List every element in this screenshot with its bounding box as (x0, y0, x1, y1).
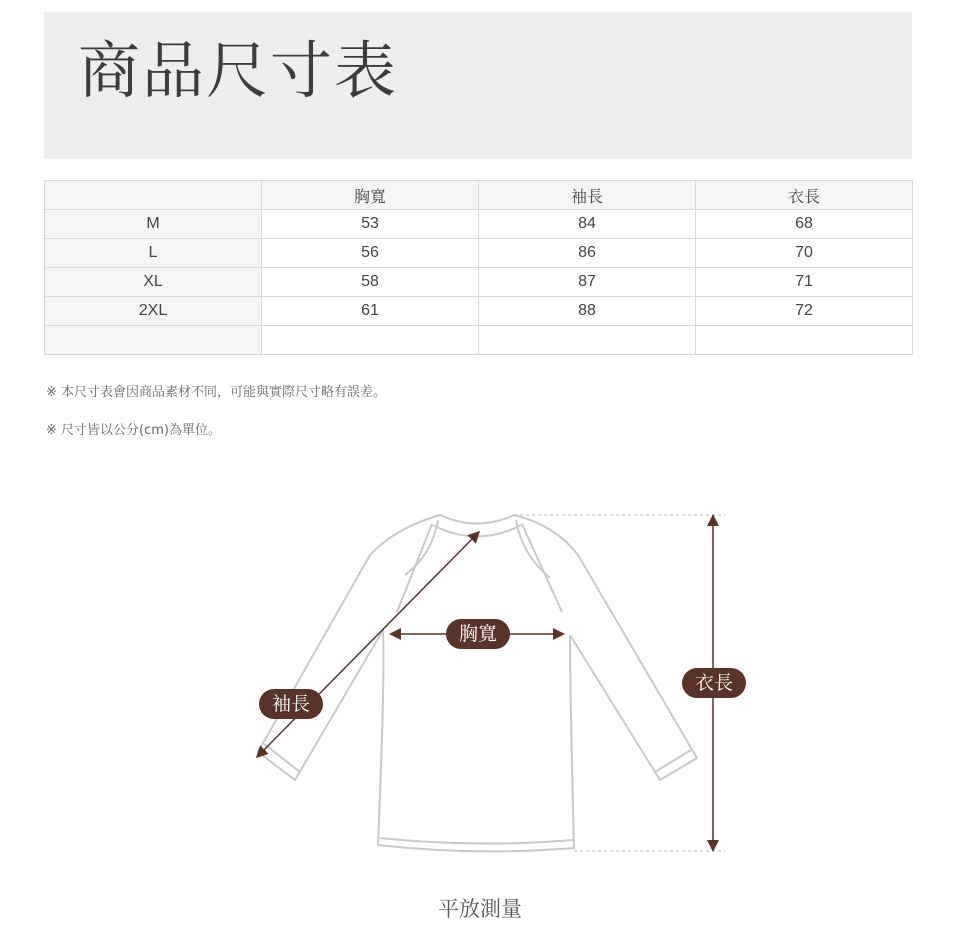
shirt-diagram (0, 480, 960, 880)
table-header-blank (45, 181, 262, 210)
size-cell: M (45, 210, 262, 239)
empty-cell (262, 326, 479, 355)
chest-label: 胸寬 (446, 619, 510, 649)
length-cell: 68 (696, 210, 913, 239)
sleeve-cell: 87 (479, 268, 696, 297)
size-cell: 2XL (45, 297, 262, 326)
table-row (45, 297, 913, 326)
shirt-outline (258, 515, 697, 851)
empty-cell (45, 326, 262, 355)
chest-cell: 56 (262, 239, 479, 268)
size-cell: XL (45, 268, 262, 297)
sleeve-cell: 84 (479, 210, 696, 239)
size-cell: L (45, 239, 262, 268)
sleeve-cell: 86 (479, 239, 696, 268)
table-row (45, 268, 913, 297)
note-units: ※ 尺寸皆以公分(cm)為單位。 (46, 423, 221, 438)
diagram-caption: 平放測量 (438, 897, 522, 921)
chest-cell: 58 (262, 268, 479, 297)
table-header-row (45, 181, 913, 210)
size-table (44, 180, 913, 355)
table-header-chest: 胸寬 (262, 181, 479, 210)
table-header-sleeve: 袖長 (479, 181, 696, 210)
title-banner (44, 12, 912, 159)
length-cell: 72 (696, 297, 913, 326)
empty-cell (696, 326, 913, 355)
length-label: 衣長 (682, 668, 746, 698)
length-cell: 71 (696, 268, 913, 297)
note-tolerance: ※ 本尺寸表會因商品素材不同，可能與實際尺寸略有誤差。 (46, 385, 387, 400)
empty-cell (479, 326, 696, 355)
page-title: 商品尺寸表 (78, 34, 399, 107)
table-row (45, 239, 913, 268)
table-row (45, 210, 913, 239)
length-cell: 70 (696, 239, 913, 268)
chest-cell: 53 (262, 210, 479, 239)
chest-cell: 61 (262, 297, 479, 326)
sleeve-arrow (258, 533, 478, 756)
table-header-length: 衣長 (696, 181, 913, 210)
sleeve-label: 袖長 (259, 689, 323, 719)
sleeve-cell: 88 (479, 297, 696, 326)
table-row-empty (45, 326, 913, 355)
